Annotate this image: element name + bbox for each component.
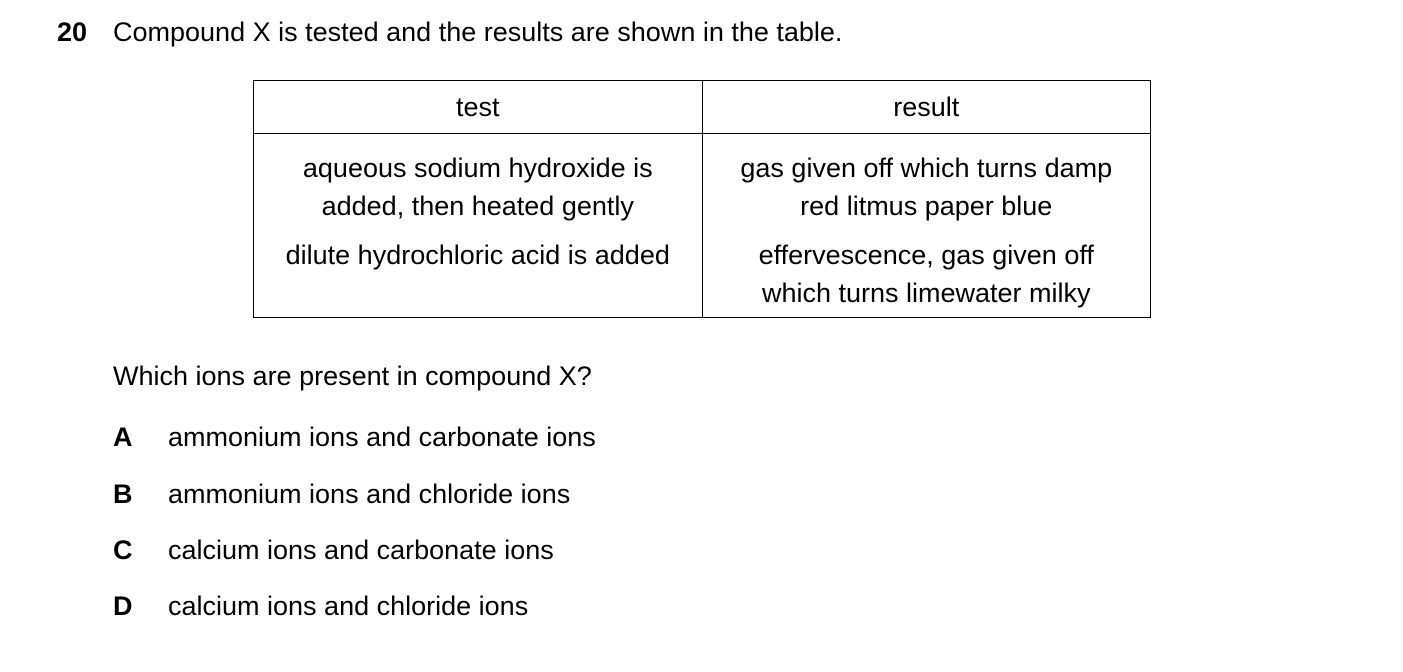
table-header-row: [254, 81, 1151, 134]
option-text: ammonium ions and chloride ions: [168, 479, 571, 509]
option-text: calcium ions and carbonate ions: [168, 535, 554, 565]
option-letter: D: [113, 591, 133, 621]
result-line: which turns limewater milky: [761, 278, 1091, 308]
test-line: aqueous sodium hydroxide is: [302, 153, 653, 183]
column-header-test: test: [254, 81, 703, 134]
column-header-result: result: [702, 81, 1151, 134]
test-line: dilute hydrochloric acid is added: [285, 240, 670, 270]
result-line: effervescence, gas given off: [758, 240, 1094, 270]
option-letter: C: [113, 535, 133, 565]
test-line: added, then heated gently: [321, 191, 634, 221]
option-text: ammonium ions and carbonate ions: [168, 422, 596, 452]
table-row: [254, 134, 1151, 237]
result-line: gas given off which turns damp: [740, 153, 1113, 183]
result-cell: [702, 134, 1151, 237]
question-stem: Compound X is tested and the results are shown in the table.: [113, 17, 843, 47]
test-cell: [254, 134, 703, 237]
table-row: [254, 236, 1151, 318]
result-cell: [702, 236, 1151, 318]
option-letter: A: [113, 422, 133, 452]
results-table: [253, 80, 1151, 318]
result-line: red litmus paper blue: [800, 191, 1053, 221]
option-text: calcium ions and chloride ions: [168, 591, 529, 621]
question-prompt: Which ions are present in compound X?: [113, 361, 592, 391]
test-cell: [254, 236, 703, 318]
option-letter: B: [113, 479, 133, 509]
question-number: 20: [57, 17, 88, 47]
